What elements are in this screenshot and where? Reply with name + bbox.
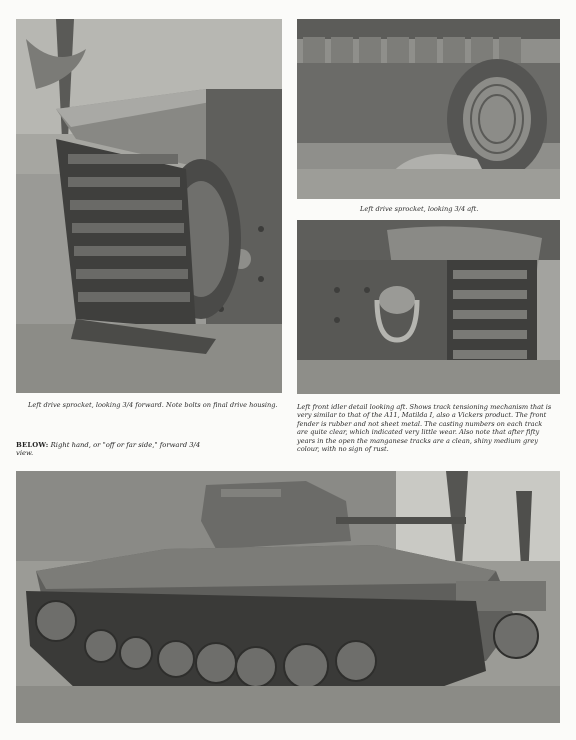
tank-side-image bbox=[16, 471, 560, 723]
photo-tank-side bbox=[16, 471, 560, 723]
caption-sprocket-aft: Left drive sprocket, looking 3/4 aft. bbox=[360, 205, 479, 213]
photo-drive-sprocket-aft bbox=[297, 19, 560, 199]
sprocket-aft-image bbox=[297, 19, 560, 199]
caption-idler-detail: Left front idler detail looking aft. Shows track tensioning mechanism that is very similar to that of the A11, Matilda I, also a Vickers product. The front fender is rubber and not sheet metal. The casting numbers on each track are quite clear, which indicated very little wear. Also note that after fifty years in the open the manganese tracks are a clean, shiny medium grey colour, with no sign of rust. bbox=[297, 403, 552, 454]
below-caption bbox=[16, 441, 206, 458]
photo-idler-aft bbox=[297, 220, 560, 394]
sprocket-forward-image bbox=[16, 19, 282, 393]
below-caption-lead: BELOW: bbox=[16, 441, 49, 449]
photo-drive-sprocket-forward bbox=[16, 19, 282, 393]
idler-aft-image bbox=[297, 220, 560, 394]
caption-sprocket-forward: Left drive sprocket, looking 3/4 forward. Note bolts on final drive housing. bbox=[28, 401, 278, 409]
below-caption-text: Right hand, or "off or far side," forward 3/4 view. bbox=[16, 441, 201, 458]
